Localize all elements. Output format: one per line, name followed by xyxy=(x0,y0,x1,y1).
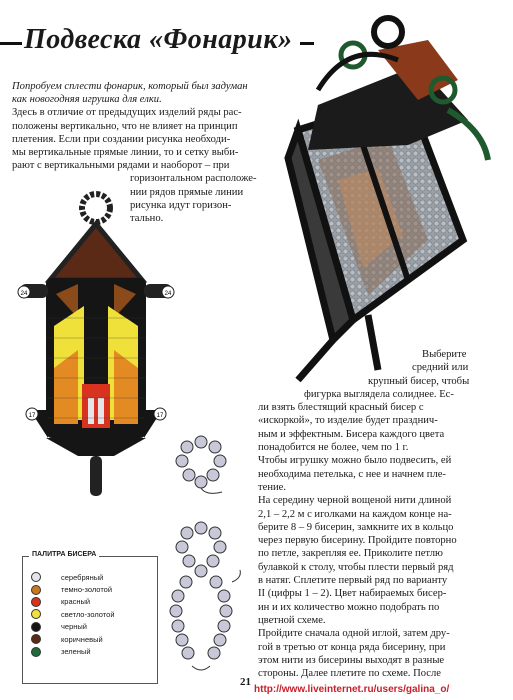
palette-swatch xyxy=(31,597,41,607)
palette-swatch xyxy=(31,572,41,582)
main-line: необходима петелька, с нее и начнем пле- xyxy=(258,468,446,480)
main-line: ли взять блестящий красный бисер с xyxy=(258,402,424,414)
palette-label: зеленый xyxy=(61,647,91,657)
main-line: булавкой к столу, чтобы плести первый ряд xyxy=(258,561,454,573)
palette-item xyxy=(31,608,115,620)
intro-narrow-line: тально. xyxy=(130,213,164,225)
main-line: II (цифры 1 – 2). Цвет набираемых бисер- xyxy=(258,588,447,600)
main-lead-line: Выберите xyxy=(422,349,467,360)
main-line: 2,1 – 2,2 м с иголками на каждом конце на- xyxy=(258,508,452,520)
scheme-number: 17 xyxy=(156,413,164,419)
main-line: Пройдите сначала одной иглой, затем дру- xyxy=(258,628,450,640)
palette-item xyxy=(31,596,115,608)
main-text xyxy=(258,348,504,680)
palette-item xyxy=(31,583,115,595)
palette-item xyxy=(31,645,115,657)
loop-step-diagram-1 xyxy=(166,430,236,500)
intro-line: Здесь в отличие от предыдущих изделий ряды рас- xyxy=(12,107,242,119)
main-line: этом нити из бисерины выходят в разные xyxy=(258,654,445,666)
main-lead-line: фигурка выглядела солиднее. Ес- xyxy=(304,388,454,400)
palette-item xyxy=(31,633,115,645)
palette-swatch xyxy=(31,634,41,644)
loop-step-diagram-2 xyxy=(156,516,246,676)
lantern-photo xyxy=(258,10,508,390)
main-line: цветной схеме. xyxy=(258,614,326,626)
main-lead-line: средний или xyxy=(412,362,469,374)
intro-line: рают с вертикальными рядами и наоборот – при xyxy=(12,160,230,172)
palette-label: темно-золотой xyxy=(61,585,113,595)
palette-title: ПАЛИТРА БИСЕРА xyxy=(29,551,99,558)
page-number: 21 xyxy=(240,676,251,688)
main-line: по петле, закрепляя ее. Приколите петлю xyxy=(258,548,443,560)
main-line: через первую бисерину. Пройдите повторно xyxy=(258,535,457,547)
palette-swatch xyxy=(31,585,41,595)
palette-swatch xyxy=(31,647,41,657)
main-line: ным и эффектным. Бисера каждого цвета xyxy=(258,428,445,440)
title-rule-left xyxy=(0,42,22,45)
scheme-number: 17 xyxy=(28,413,36,419)
intro-line: плетения. Если при создании рисунка необходи- xyxy=(12,133,231,145)
intro-line: положены вертикально, что не влияет на принцип xyxy=(12,120,238,132)
palette-label: черный xyxy=(61,622,87,632)
scheme-number: 24 xyxy=(20,291,28,297)
main-lead-line: крупный бисер, чтобы xyxy=(368,375,470,387)
palette-item xyxy=(31,571,115,583)
main-line: Чтобы игрушку можно было подвесить, ей xyxy=(258,455,452,467)
palette-label: светло-золотой xyxy=(61,609,115,619)
main-line: На середину черной вощеной нити длиной xyxy=(258,495,452,507)
main-line: стороны. Далее плетите по схеме. После xyxy=(258,668,441,680)
palette-item xyxy=(31,621,115,633)
main-lines xyxy=(258,401,504,680)
main-line: понадобится не более, чем по 1 г. xyxy=(258,442,409,454)
scheme-number: 24 xyxy=(164,291,172,297)
page-title: Подвеска «Фонарик» xyxy=(24,24,293,55)
main-line: берите 8 – 9 бисерин, замкните их в кольцо xyxy=(258,521,454,533)
main-line: ин и их количество можно подобрать по xyxy=(258,601,440,613)
bead-scheme-diagram xyxy=(14,188,182,500)
intro-narrow-line: рисунка идут горизон- xyxy=(130,199,232,211)
palette-label: серебряный xyxy=(61,572,104,582)
palette-label: красный xyxy=(61,597,91,607)
palette-swatch xyxy=(31,622,41,632)
intro-line: мы вертикальные прямые линии, то и сетку выби- xyxy=(12,147,239,159)
palette-label: коричневый xyxy=(61,634,103,644)
bead-palette xyxy=(22,551,158,684)
intro-italic-line: как новогодняя игрушка для елки. xyxy=(12,94,162,106)
main-line: тение. xyxy=(258,481,287,493)
intro-narrow-line: нии рядов прямые линии xyxy=(130,186,244,198)
main-line: в натяг. Сплетите первый ряд по варианту xyxy=(258,575,448,587)
watermark-url: http://www.liveinternet.ru/users/galina_o/ xyxy=(254,684,450,695)
main-line: гой в третью от конца ряда бисерину, при xyxy=(258,641,446,653)
intro-italic-line: Попробуем сплести фонарик, который был задуман xyxy=(12,81,248,92)
main-line: «искоркой», то изделие будет празднич- xyxy=(258,415,438,427)
intro-narrow-line: горизонтальном расположе- xyxy=(130,173,257,185)
palette-swatch xyxy=(31,609,41,619)
palette-list xyxy=(31,571,115,658)
